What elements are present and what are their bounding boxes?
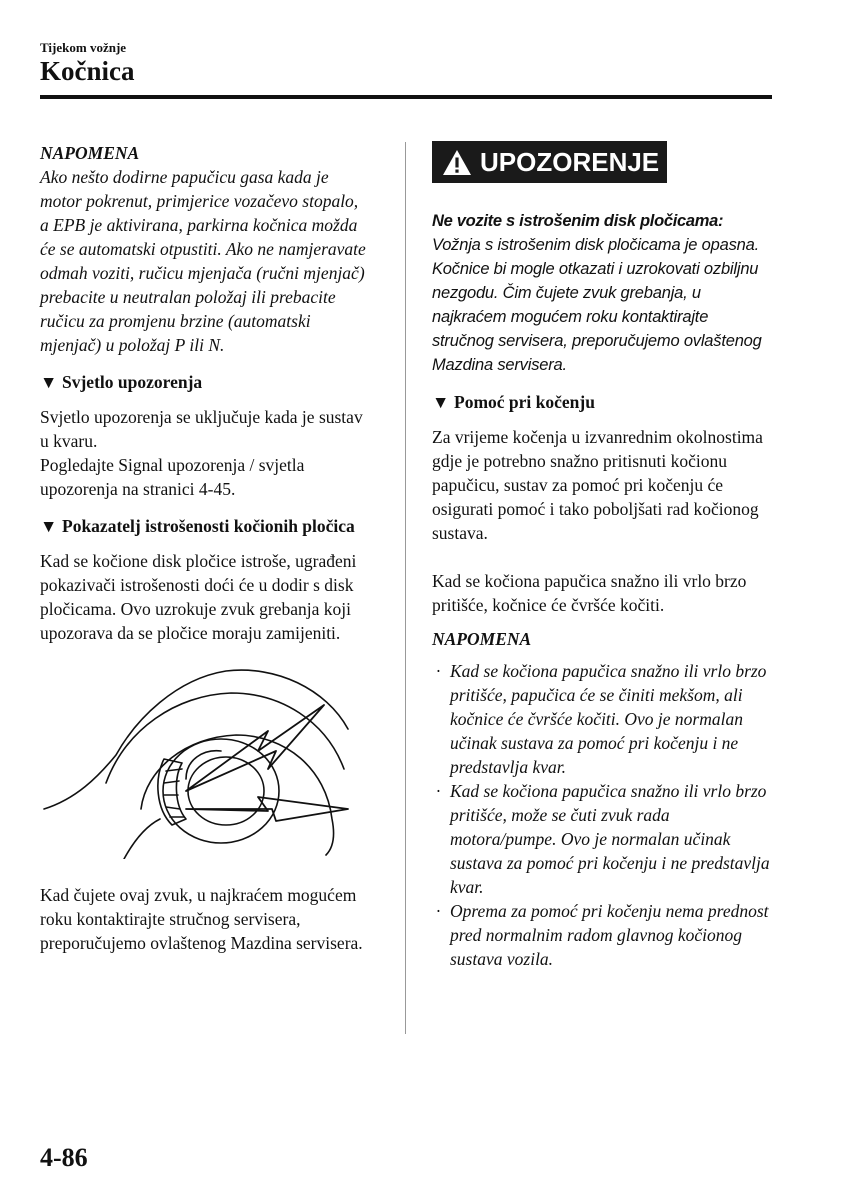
section-kicker: Tijekom vožnje [40,40,127,55]
body-paragraph: Svjetlo upozorenja se uključuje kada je sustav u kvaru. [40,407,363,451]
header-rule [40,95,772,99]
page-number: 4-86 [40,1143,88,1172]
note-list [432,659,772,971]
warning-heading: Ne vozite s istrošenim disk pločicama: [432,212,724,230]
warning-label: UPOZORENJE [480,147,660,177]
list-item-text: Oprema za pomoć pri kočenju nema prednost pred normalnim radom glavnog kočionog sustava vozila. [450,901,769,969]
list-item [432,779,772,899]
down-triangle-icon: ▼ [432,392,450,412]
list-item [432,899,772,971]
section-heading-brake-assist [432,390,772,414]
body-paragraph: Za vrijeme kočenja u izvanrednim okolnostima gdje je potrebno snažno pritisnuti kočionu papučicu, sustav za pomoć pri kočenju će osigurati pomoć i tako poboljšati rad kočionog sustava. [432,427,763,543]
warning-triangle-icon [442,149,472,176]
section-heading-label: Pomoć pri kočenju [454,392,595,412]
page-title: Kočnica [40,56,135,86]
bullet-dot: · [436,661,441,681]
list-item [432,659,772,779]
warning-banner [432,141,667,183]
section-heading-warning-light [40,370,370,394]
down-triangle-icon: ▼ [40,372,58,392]
list-item-text: Kad se kočiona papučica snažno ili vrlo brzo pritišće, može se čuti zvuk rada motora/pumpe. Ovo je normalan učinak sustava za pomoć pri kočenju i ne predstavlja kvar. [450,781,770,897]
body-paragraph: Kad čujete ovaj zvuk, u najkraćem mogućem roku kontaktirajte stručnog servisera, preporučujemo ovlaštenog Mazdina servisera. [40,885,363,953]
list-item-text: Kad se kočiona papučica snažno ili vrlo brzo pritišće, papučica će se činiti mekšom, ali kočnice će čvršće kočiti. Ovo je normalan učinak sustava za pomoć pri kočenju i ne predstavlja kvar. [450,661,767,777]
note-title: NAPOMENA [432,629,532,649]
brake-disc-illustration [36,659,356,859]
down-triangle-icon: ▼ [40,516,58,536]
body-paragraph: Pogledajte Signal upozorenja / svjetla upozorenja na stranici 4-45. [40,455,305,499]
right-column [432,141,772,971]
section-heading-label: Pokazatelj istrošenosti kočionih pločica [62,516,355,536]
body-paragraph: Kad se kočiona papučica snažno ili vrlo brzo pritišće, kočnice će čvršće kočiti. [432,571,747,615]
section-heading-label: Svjetlo upozorenja [62,372,203,392]
bullet-dot: · [436,781,441,801]
bullet-dot: · [436,901,441,921]
left-column [40,141,370,955]
column-divider [405,142,406,1034]
section-heading-wear-indicator [40,514,370,538]
warning-text: Vožnja s istrošenim disk pločicama je opasna. Kočnice bi mogle otkazati i uzrokovati ozbiljnu nezgodu. Čim čujete zvuk grebanja, u najkraćem mogućem roku kontaktirajte stručnog servisera, preporučujemo ovlaštenog Mazdina servisera. [432,236,762,374]
body-paragraph: Kad se kočione disk pločice istroše, ugrađeni pokazivači istrošenosti doći će u dodir s disk pločicama. Ovo uzrokuje zvuk grebanja koji upozorava da se pločice moraju zamijeniti. [40,551,357,643]
note-text: Ako nešto dodirne papučicu gasa kada je motor pokrenut, primjerice vozačevo stopalo, a EPB je aktivirana, parkirna kočnica možda će se automatski otpustiti. Ako ne namjeravate odmah voziti, ručicu mjenjača (ručni mjenjač) prebacite u neutralan položaj ili prebacite ručicu za promjenu brzine (automatski mjenjač) u položaj P ili N. [40,167,366,355]
note-title: NAPOMENA [40,143,140,163]
